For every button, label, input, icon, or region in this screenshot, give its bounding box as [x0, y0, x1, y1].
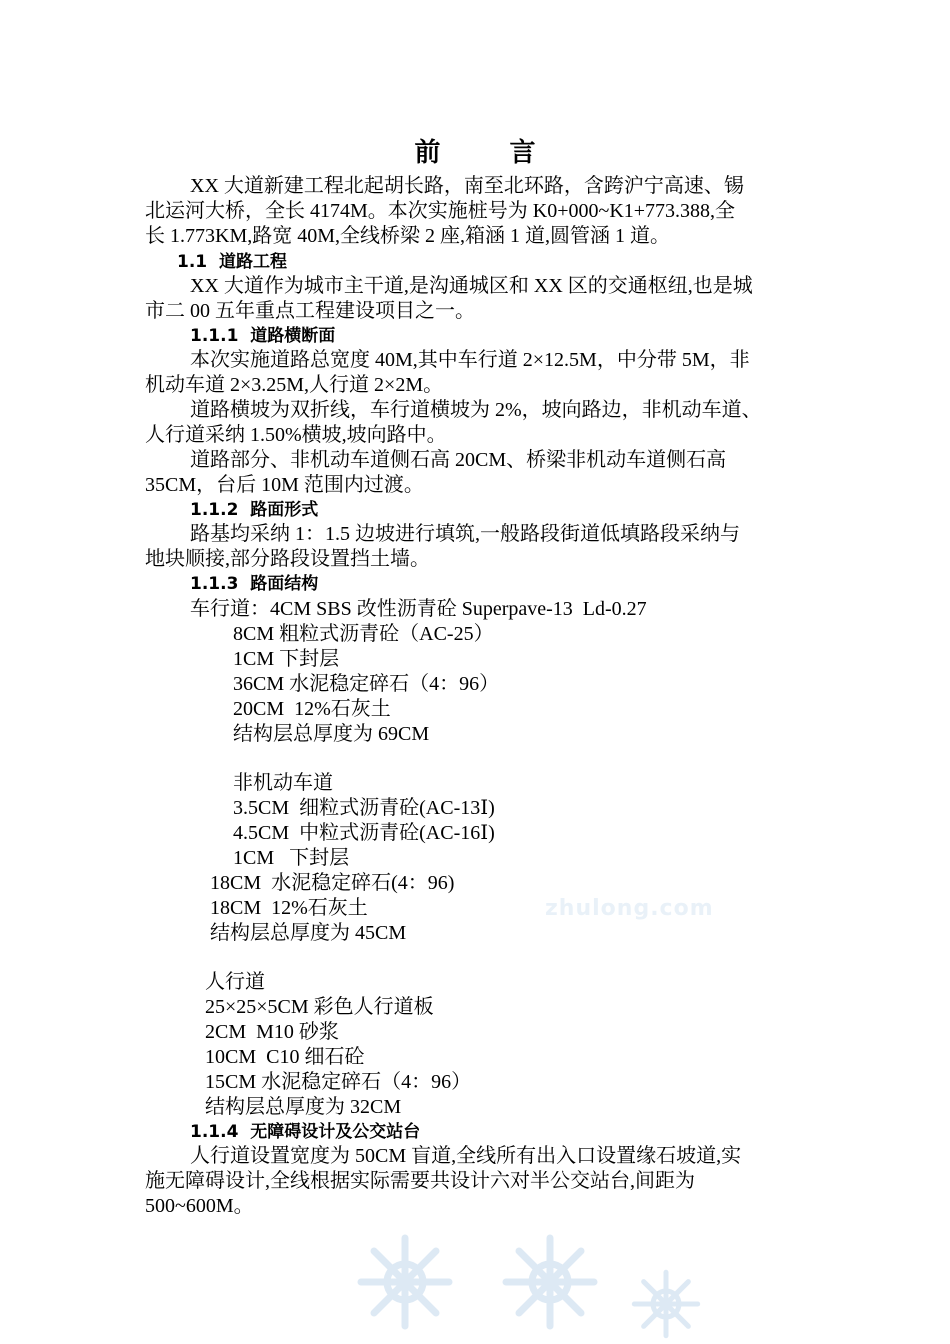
snowflake-watermark-icon [355, 1232, 455, 1332]
section-heading: 1.1 道路工程 [177, 252, 287, 272]
body-line: 路基均采纳 1：1.5 边坡进行填筑,一般路段街道低填路段采纳与 [190, 523, 740, 545]
body-line: 10CM C10 细石砼 [205, 1046, 365, 1068]
section-heading: 1.1.3 路面结构 [190, 574, 319, 594]
body-line: 道路横坡为双折线，车行道横坡为 2%，坡向路边，非机动车道、 [190, 399, 762, 421]
body-line: 结构层总厚度为 32CM [205, 1096, 402, 1118]
body-line: 人行道 [205, 971, 265, 993]
body-line: 2CM M10 砂浆 [205, 1021, 339, 1043]
body-line: 人行道采纳 1.50%横坡,坡向路中。 [145, 424, 447, 446]
watermark-text: zhulong.com [545, 896, 714, 921]
body-line: XX 大道作为城市主干道,是沟通城区和 XX 区的交通枢纽,也是城 [190, 275, 753, 297]
body-line: 长 1.773KM,路宽 40M,全线桥梁 2 座,箱涵 1 道,圆管涵 1 道。 [145, 225, 671, 247]
body-line: 结构层总厚度为 69CM [233, 723, 430, 745]
page-title: 前 言 [414, 138, 566, 168]
section-heading: 1.1.4 无障碍设计及公交站台 [190, 1122, 421, 1142]
body-line: 4.5CM 中粒式沥青砼(AC-16Ⅰ) [233, 822, 495, 844]
body-line: 施无障碍设计,全线根据实际需要共设计六对半公交站台,间距为 [145, 1170, 695, 1192]
body-line: 道路部分、非机动车道侧石高 20CM、桥梁非机动车道侧石高 [190, 449, 727, 471]
body-line: 1CM 下封层 [233, 847, 350, 869]
body-line: 36CM 水泥稳定碎石（4：96） [233, 673, 500, 695]
body-line: 市二 00 五年重点工程建设项目之一。 [145, 300, 475, 322]
body-line: 8CM 粗粒式沥青砼（AC-25） [233, 623, 494, 645]
body-line: 结构层总厚度为 45CM [210, 922, 407, 944]
body-line: 北运河大桥，全长 4174M。本次实施桩号为 K0+000~K1+773.388,全 [145, 200, 736, 222]
body-line: 人行道设置宽度为 50CM 盲道,全线所有出入口设置缘石坡道,实 [190, 1145, 742, 1167]
body-line: 1CM 下封层 [233, 648, 340, 670]
body-line: 非机动车道 [233, 772, 333, 794]
body-line: 20CM 12%石灰土 [233, 698, 391, 720]
body-line: 18CM 12%石灰土 [210, 897, 368, 919]
body-line: 3.5CM 细粒式沥青砼(AC-13Ⅰ) [233, 797, 495, 819]
body-line: 35CM，台后 10M 范围内过渡。 [145, 474, 424, 496]
body-line: 18CM 水泥稳定碎石(4：96) [210, 872, 455, 894]
section-heading: 1.1.2 路面形式 [190, 500, 319, 520]
snowflake-watermark-icon [500, 1232, 600, 1332]
body-line: 本次实施道路总宽度 40M,其中车行道 2×12.5M，中分带 5M，非 [190, 349, 750, 371]
body-line: 车行道：4CM SBS 改性沥青砼 Superpave-13 Ld-0.27 [190, 598, 647, 620]
body-line: 500~600M。 [145, 1195, 254, 1217]
section-heading: 1.1.1 道路横断面 [190, 326, 336, 346]
snowflake-watermark-icon [630, 1268, 702, 1340]
body-line: XX 大道新建工程北起胡长路，南至北环路，含跨沪宁高速、锡 [190, 175, 744, 197]
body-line: 15CM 水泥稳定碎石（4：96） [205, 1071, 472, 1093]
body-line: 25×25×5CM 彩色人行道板 [205, 996, 434, 1018]
body-line: 机动车道 2×3.25M,人行道 2×2M。 [145, 374, 444, 396]
body-line: 地块顺接,部分路段设置挡土墙。 [145, 548, 430, 570]
